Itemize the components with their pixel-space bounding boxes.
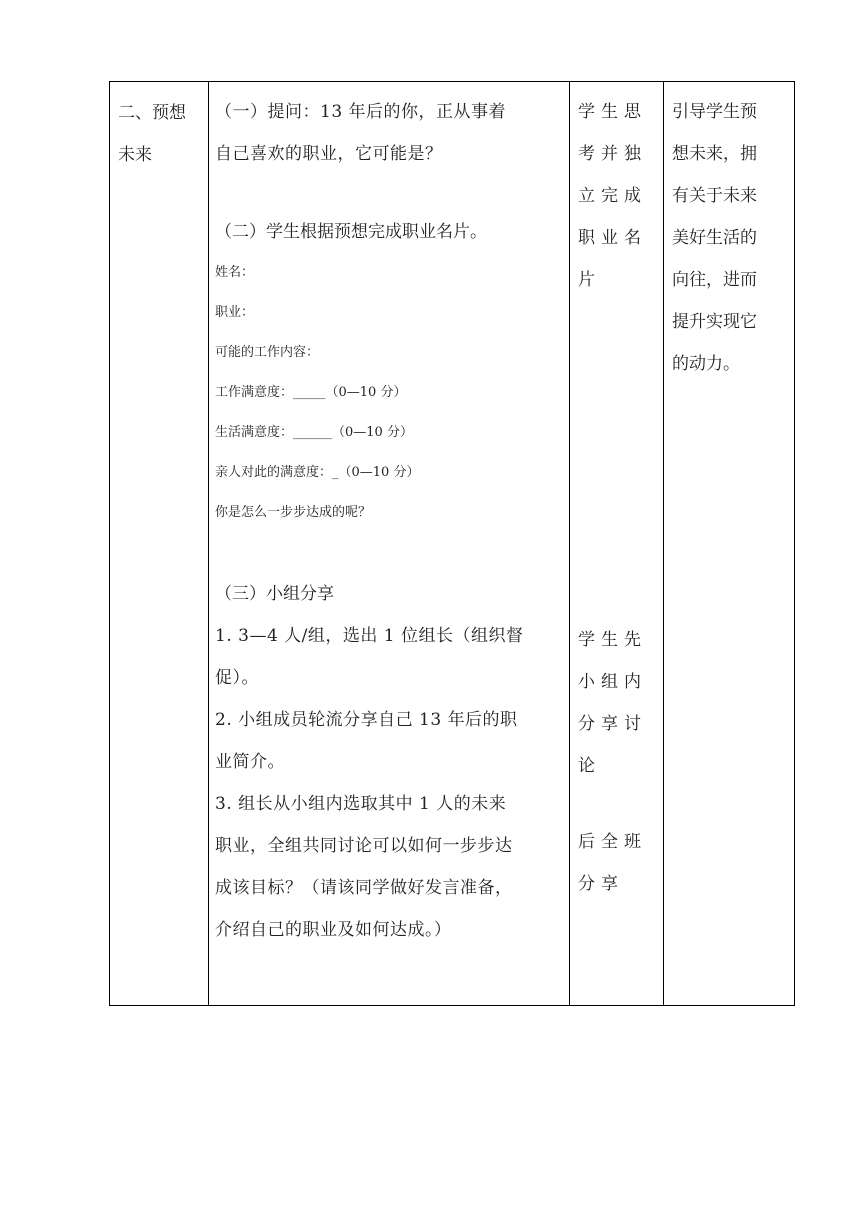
purpose-line: 向往，进而: [672, 270, 757, 290]
spacer: [215, 175, 565, 211]
student-activity-cell: [570, 82, 664, 1006]
student-activity-line: 职业名: [578, 228, 647, 248]
card-field-work-content: 可能的工作内容：: [215, 345, 320, 360]
purpose-line: 的动力。: [672, 354, 740, 374]
student-activity-line: 学生先: [578, 630, 647, 650]
student-activity-line: 片: [578, 270, 601, 290]
student-activity-line: 后全班: [578, 832, 647, 852]
card-field-how-achieved: 你是怎么一步步达成的呢？: [215, 505, 372, 520]
student-activity-line: 立完成: [578, 186, 647, 206]
share-step-line: 2. 小组成员轮流分享自己 13 年后的职: [215, 710, 518, 730]
question-one-line: 自己喜欢的职业，它可能是？: [215, 144, 443, 164]
purpose-line: 引导学生预: [672, 102, 757, 122]
card-field-family-satisfaction: 亲人对此的满意度：_（0—10 分）: [215, 465, 420, 480]
student-activity-line: 学生思: [578, 102, 647, 122]
student-activity-line: 论: [578, 756, 601, 776]
share-step-line: 职业，全组共同讨论可以如何一步步达: [215, 836, 513, 856]
share-step-line: 成该目标？（请该同学做好发言准备，: [215, 878, 513, 898]
purpose-line: 美好生活的: [672, 228, 757, 248]
share-step-line: 介绍自己的职业及如何达成。）: [215, 920, 452, 940]
card-field-life-satisfaction: 生活满意度：______（0—10 分）: [215, 425, 413, 440]
lesson-plan-table: [109, 81, 795, 1006]
spacer: [215, 533, 565, 573]
purpose-line: 提升实现它: [672, 312, 757, 332]
purpose-line: 想未来，拥: [672, 144, 757, 164]
card-field-work-satisfaction: 工作满意度：_____（0—10 分）: [215, 385, 407, 400]
student-activity-line: 分享: [578, 874, 624, 894]
share-step-line: 1. 3—4 人/组，选出 1 位组长（组织督: [215, 626, 524, 646]
student-activity-line: 考并独: [578, 144, 647, 164]
question-one-line: （一）提问：13 年后的你，正从事着: [215, 102, 507, 122]
student-activity-line: 分享讨: [578, 714, 647, 734]
student-activity-line: 小组内: [578, 672, 647, 692]
spacer: [578, 301, 659, 619]
card-field-job: 职业：: [215, 305, 255, 320]
share-step-line: 业简介。: [215, 752, 285, 772]
question-two: （二）学生根据预想完成职业名片。: [215, 222, 487, 242]
table-row: [110, 82, 795, 1006]
spacer: [578, 787, 659, 821]
card-field-name: 姓名：: [215, 265, 255, 280]
section-title-line: 未来: [118, 145, 152, 165]
share-step-line: 促）。: [215, 668, 259, 688]
purpose-line: 有关于未来: [672, 186, 757, 206]
share-step-line: 3. 组长从小组内选取其中 1 人的未来: [215, 794, 507, 814]
design-purpose-cell: [664, 82, 795, 1006]
question-three-title: （三）小组分享: [215, 584, 334, 604]
section-title-line: 二、预想: [118, 103, 186, 123]
section-cell: [110, 82, 209, 1006]
content-cell: [209, 82, 570, 1006]
